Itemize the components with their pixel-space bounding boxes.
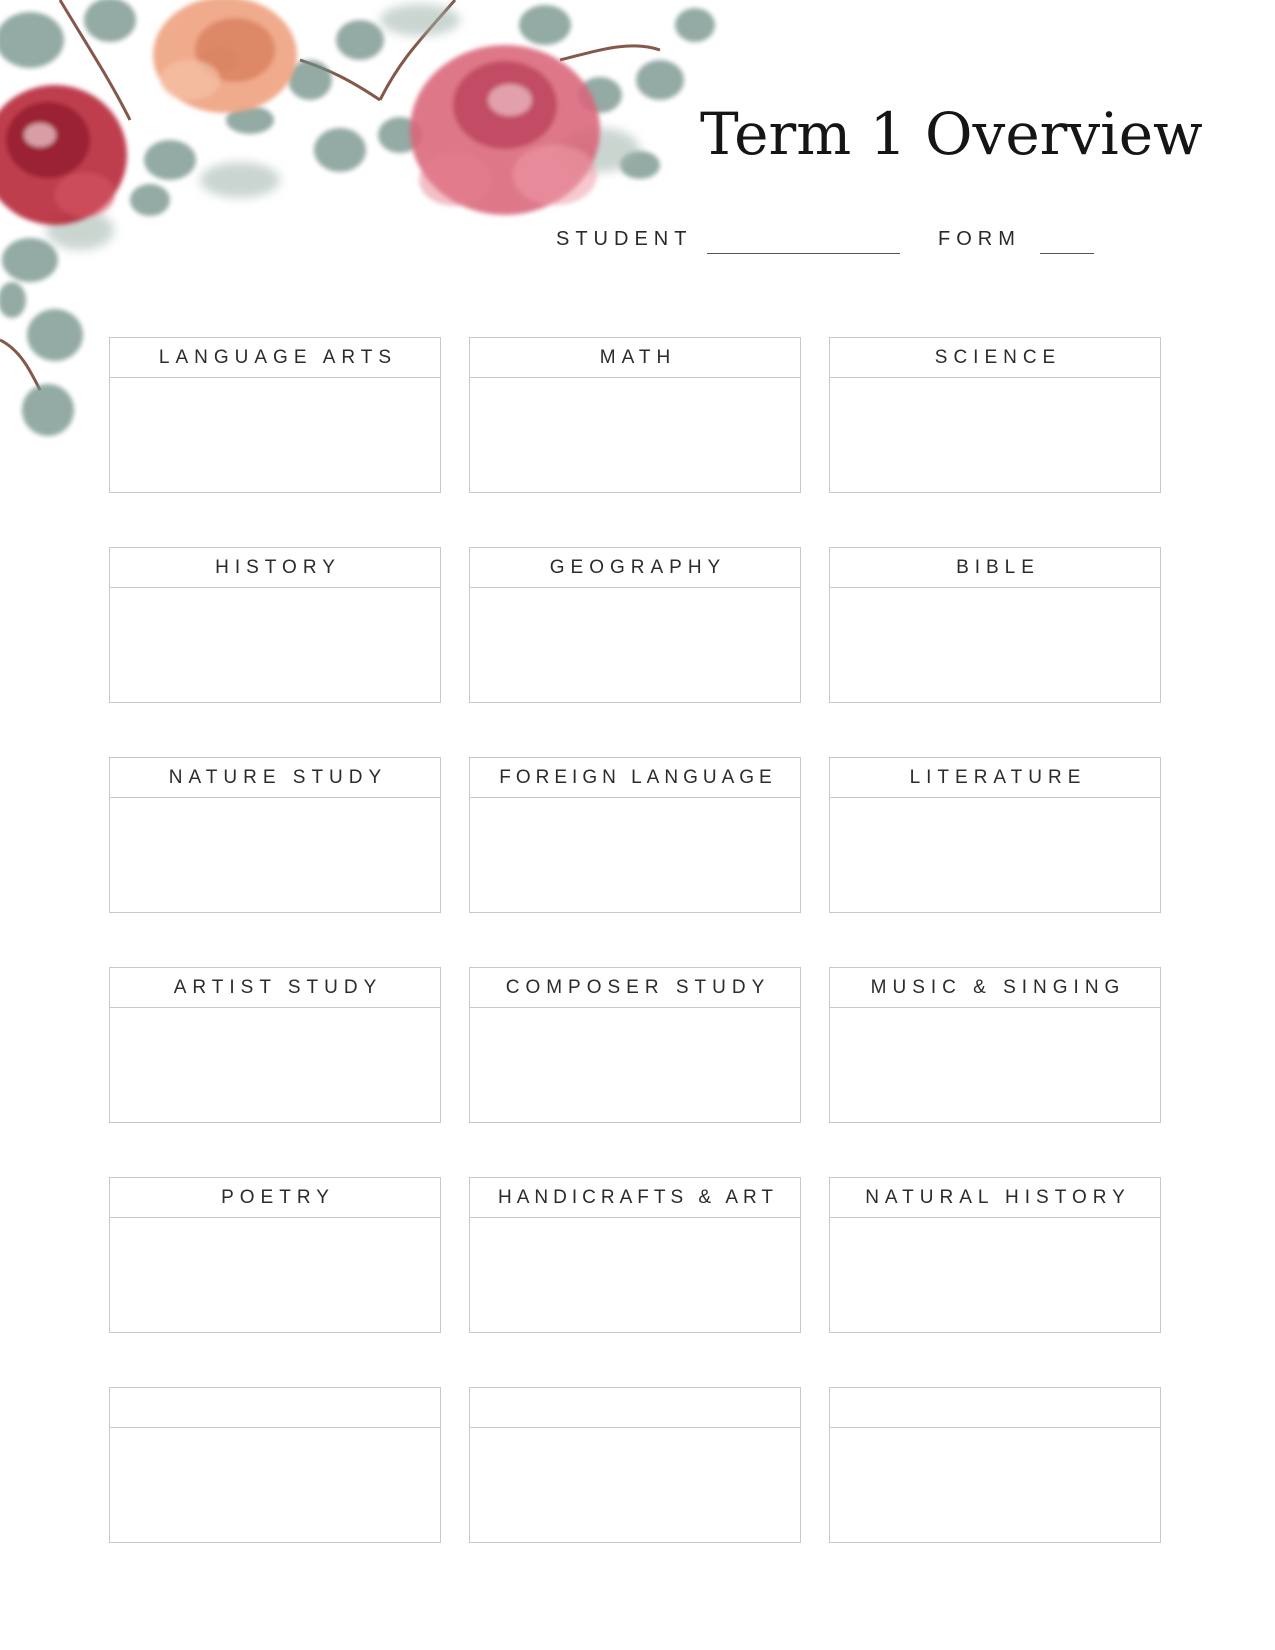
blank-notes[interactable]: [110, 1428, 440, 1542]
subject-box[interactable]: [109, 967, 441, 1123]
subject-notes[interactable]: [110, 588, 440, 702]
subject-title: HANDICRAFTS & ART: [470, 1178, 800, 1218]
subject-notes[interactable]: [830, 798, 1160, 912]
subject-box[interactable]: [469, 757, 801, 913]
subject-title: BIBLE: [830, 548, 1160, 588]
subject-notes[interactable]: [110, 1008, 440, 1122]
subject-box[interactable]: [829, 547, 1161, 703]
subject-notes[interactable]: [470, 588, 800, 702]
form-label: FORM: [938, 228, 1021, 250]
blank-title[interactable]: [110, 1388, 440, 1428]
subject-title: FOREIGN LANGUAGE: [470, 758, 800, 798]
subject-box[interactable]: [829, 337, 1161, 493]
subject-box[interactable]: [829, 1177, 1161, 1333]
subject-notes[interactable]: [830, 378, 1160, 492]
student-field[interactable]: [0, 228, 1275, 258]
subject-title: MATH: [470, 338, 800, 378]
student-line[interactable]: [707, 253, 900, 254]
subject-notes[interactable]: [110, 378, 440, 492]
blank-title[interactable]: [470, 1388, 800, 1428]
subject-title: HISTORY: [110, 548, 440, 588]
subject-notes[interactable]: [470, 378, 800, 492]
student-label: STUDENT: [556, 228, 693, 250]
subject-title: SCIENCE: [830, 338, 1160, 378]
subject-box[interactable]: [109, 547, 441, 703]
blank-notes[interactable]: [830, 1428, 1160, 1542]
subject-notes[interactable]: [470, 798, 800, 912]
subject-title: ARTIST STUDY: [110, 968, 440, 1008]
subject-box[interactable]: [109, 1177, 441, 1333]
subject-box[interactable]: [469, 967, 801, 1123]
subject-title: GEOGRAPHY: [470, 548, 800, 588]
blank-notes[interactable]: [470, 1428, 800, 1542]
subject-title: COMPOSER STUDY: [470, 968, 800, 1008]
subject-title: LANGUAGE ARTS: [110, 338, 440, 378]
subject-notes[interactable]: [470, 1218, 800, 1332]
form-line[interactable]: [1040, 253, 1094, 254]
subject-notes[interactable]: [110, 1218, 440, 1332]
subject-box[interactable]: [469, 547, 801, 703]
subject-box[interactable]: [469, 1177, 801, 1333]
subject-title: NATURE STUDY: [110, 758, 440, 798]
subject-box[interactable]: [109, 757, 441, 913]
blank-box[interactable]: [829, 1387, 1161, 1543]
page-title: Term 1 Overview: [700, 100, 1203, 168]
subject-title: LITERATURE: [830, 758, 1160, 798]
subject-notes[interactable]: [470, 1008, 800, 1122]
subject-box[interactable]: [829, 757, 1161, 913]
subject-box[interactable]: [109, 337, 441, 493]
subject-box[interactable]: [469, 337, 801, 493]
subject-title: POETRY: [110, 1178, 440, 1218]
subject-notes[interactable]: [830, 1218, 1160, 1332]
blank-title[interactable]: [830, 1388, 1160, 1428]
subject-notes[interactable]: [830, 588, 1160, 702]
subject-notes[interactable]: [830, 1008, 1160, 1122]
subject-notes[interactable]: [110, 798, 440, 912]
blank-box[interactable]: [109, 1387, 441, 1543]
subject-box[interactable]: [829, 967, 1161, 1123]
subject-title: NATURAL HISTORY: [830, 1178, 1160, 1218]
blank-box[interactable]: [469, 1387, 801, 1543]
subject-title: MUSIC & SINGING: [830, 968, 1160, 1008]
